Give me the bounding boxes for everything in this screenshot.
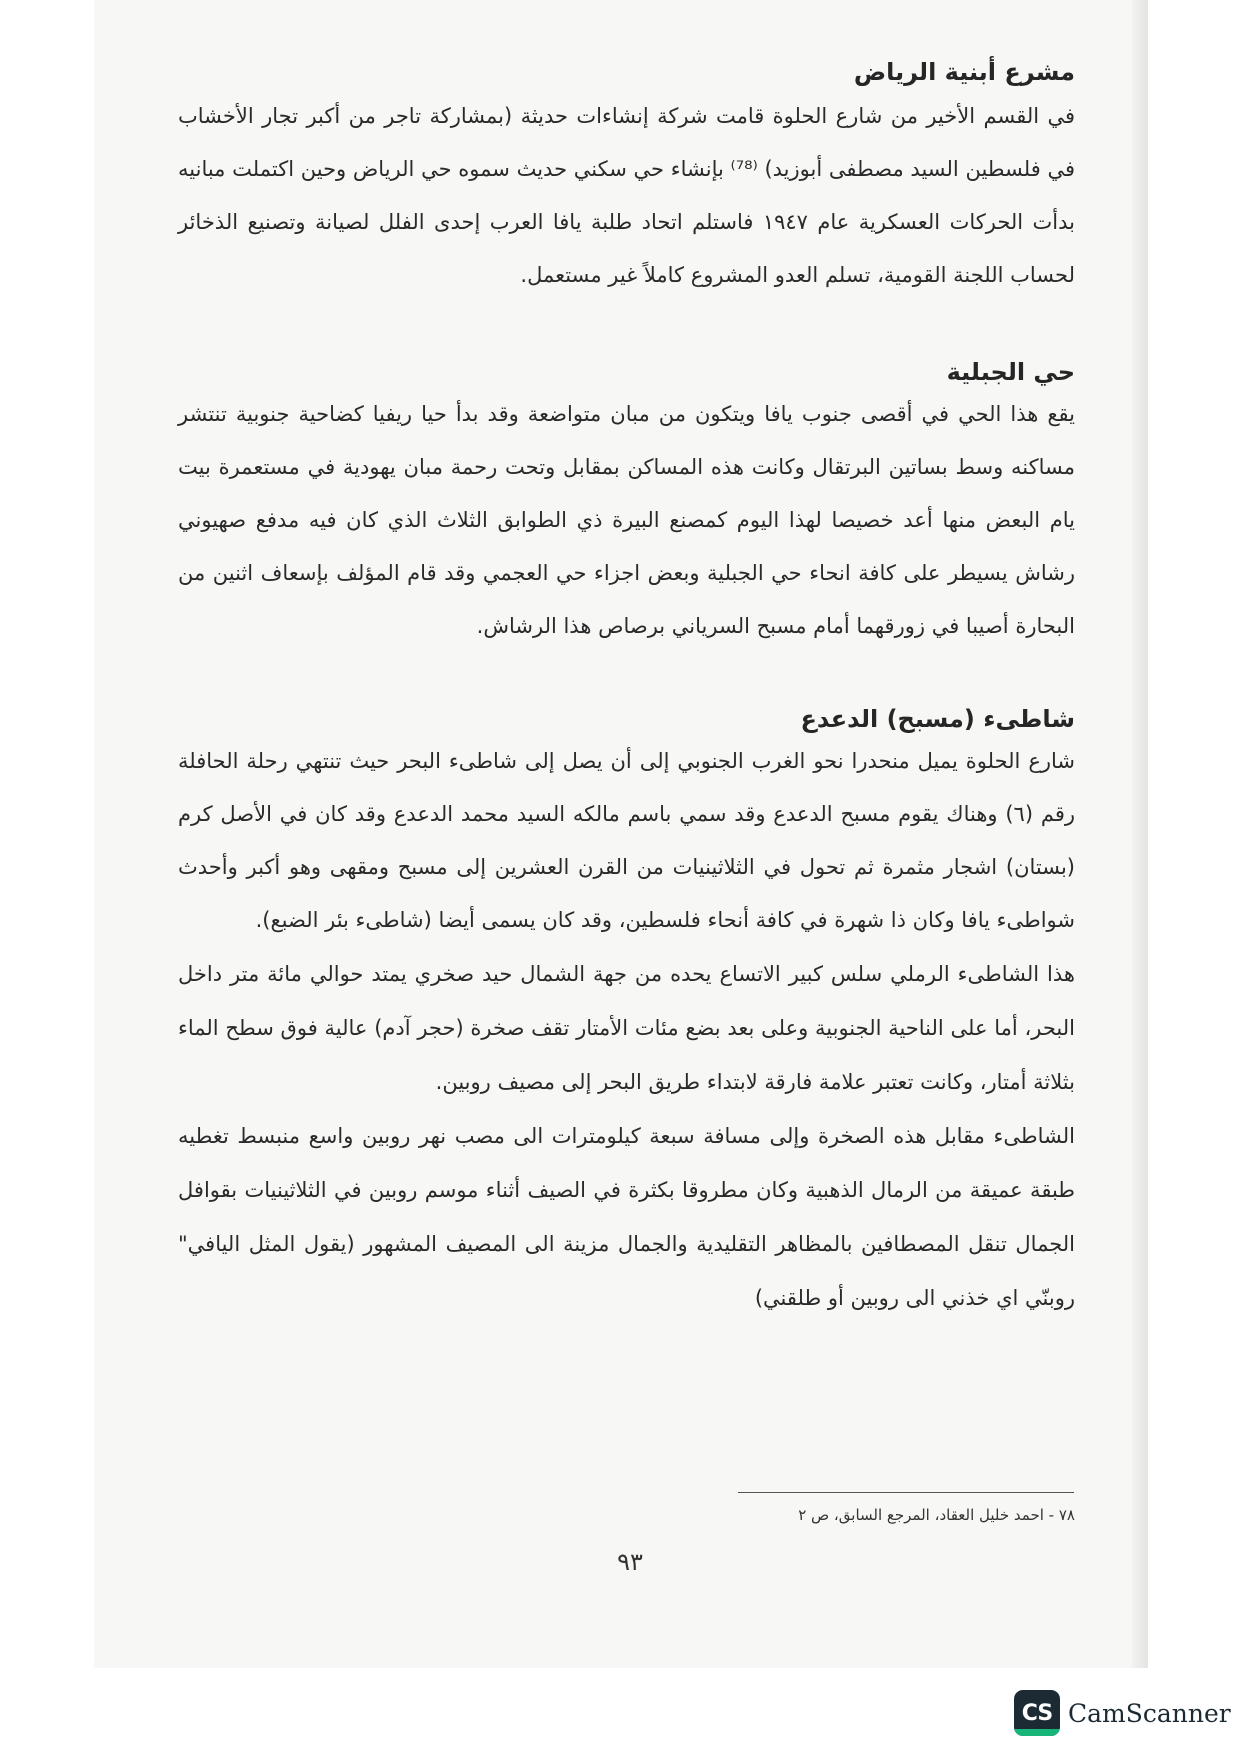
page-edge-shadow [1132, 0, 1148, 1668]
watermark-text: CamScanner [1068, 1698, 1231, 1728]
paragraph: هذا الشاطىء الرملي سلس كبير الاتساع يحده من جهة الشمال حيد صخري يمتد حوالي مائة متر داخل البحر، أما على الناحية الجنوبية وعلى بعد بضع مئات الأمتار تقف صخرة (حجر آدم) عالية فوق سطح الماء بثلاثة أمتار، وكانت تعتبر علامة فارقة لابتداء طريق البحر إلى مصيف روبين. [178, 962, 1075, 1094]
camscanner-watermark [1014, 1688, 1231, 1738]
logo-badge-text: CS [1021, 1700, 1053, 1726]
paragraph: شارع الحلوة يميل منحدرا نحو الغرب الجنوبي إلى أن يصل إلى شاطىء البحر حيث تنتهي رحلة الحافلة رقم (٦) وهناك يقوم مسبح الدعدع وقد سمي باسم مالكه السيد محمد الدعدع وقد كان في الأصل كرم (بستان) اشجار مثمرة ثم تحول في الثلاثينيات من القرن العشرين إلى مسبح ومقهى وهو أكبر وأحدث شواطىء يافا وكان ذا شهرة في كافة أنحاء فلسطين، وقد كان يسمى أيضا (شاطىء بئر الضبع). [178, 749, 1075, 932]
section-heading: حي الجبلية [946, 358, 1075, 386]
paragraph: في القسم الأخير من شارع الحلوة قامت شركة إنشاءات حديثة (بمشاركة تاجر من أكبر تجار الأخشاب في فلسطين السيد مصطفى أبوزيد) ⁽⁷⁸⁾ بإنشاء حي سكني حديث سموه حي الرياض وحين اكتملت مبانيه بدأت الحركات العسكرية عام ١٩٤٧ فاستلم اتحاد طلبة يافا العرب إحدى الفلل لصيانة وتصنيع الذخائر لحساب اللجنة القومية، تسلم العدو المشروع كاملاً غير مستعمل. [178, 104, 1076, 287]
footnote-divider [738, 1492, 1074, 1493]
section-heading: مشرع أبنية الرياض [853, 58, 1075, 86]
footnote: ٧٨ - احمد خليل العقاد، المرجع السابق، ص ٢ [798, 1506, 1075, 1524]
page-content [178, 58, 1075, 1325]
section-heading: شاطىء (مسبح) الدعدع [800, 705, 1075, 733]
camscanner-logo-icon [1014, 1690, 1060, 1736]
page-number: ٩٣ [617, 1548, 643, 1576]
section-jabalia [178, 358, 1075, 653]
section-daada-beach [178, 705, 1075, 1325]
paragraph: الشاطىء مقابل هذه الصخرة وإلى مسافة سبعة كيلومترات الى مصب نهر روبين واسع منبسط تغطيه طبقة عميقة من الرمال الذهبية وكان مطروقا بكثرة في الصيف أثناء موسم روبين في الثلاثينيات بقوافل الجمال تنقل المصطافين بالمظاهر التقليدية والجمال مزينة الى المصيف المشهور (يقول المثل اليافي" روبنّي اي خذني الى روبين أو طلقني) [178, 1124, 1075, 1310]
section-riyadh [178, 58, 1075, 302]
paragraph: يقع هذا الحي في أقصى جنوب يافا ويتكون من مبان متواضعة وقد بدأ حيا ريفيا كضاحية جنوبية تنتشر مساكنه وسط بساتين البرتقال وكانت هذه المساكن بمقابل وتحت رحمة مبان يهودية في مستعمرة بيت يام البعض منها أعد خصيصا لهذا اليوم كمصنع البيرة ذي الطوابق الثلاث الذي كان فيه مدفع صهيوني رشاش يسيطر على كافة انحاء حي الجبلية وبعض اجزاء حي العجمي وقد قام المؤلف بإسعاف اثنين من البحارة أصيبا في زورقهما أمام مسبح السرياني برصاص هذا الرشاش. [178, 402, 1075, 638]
